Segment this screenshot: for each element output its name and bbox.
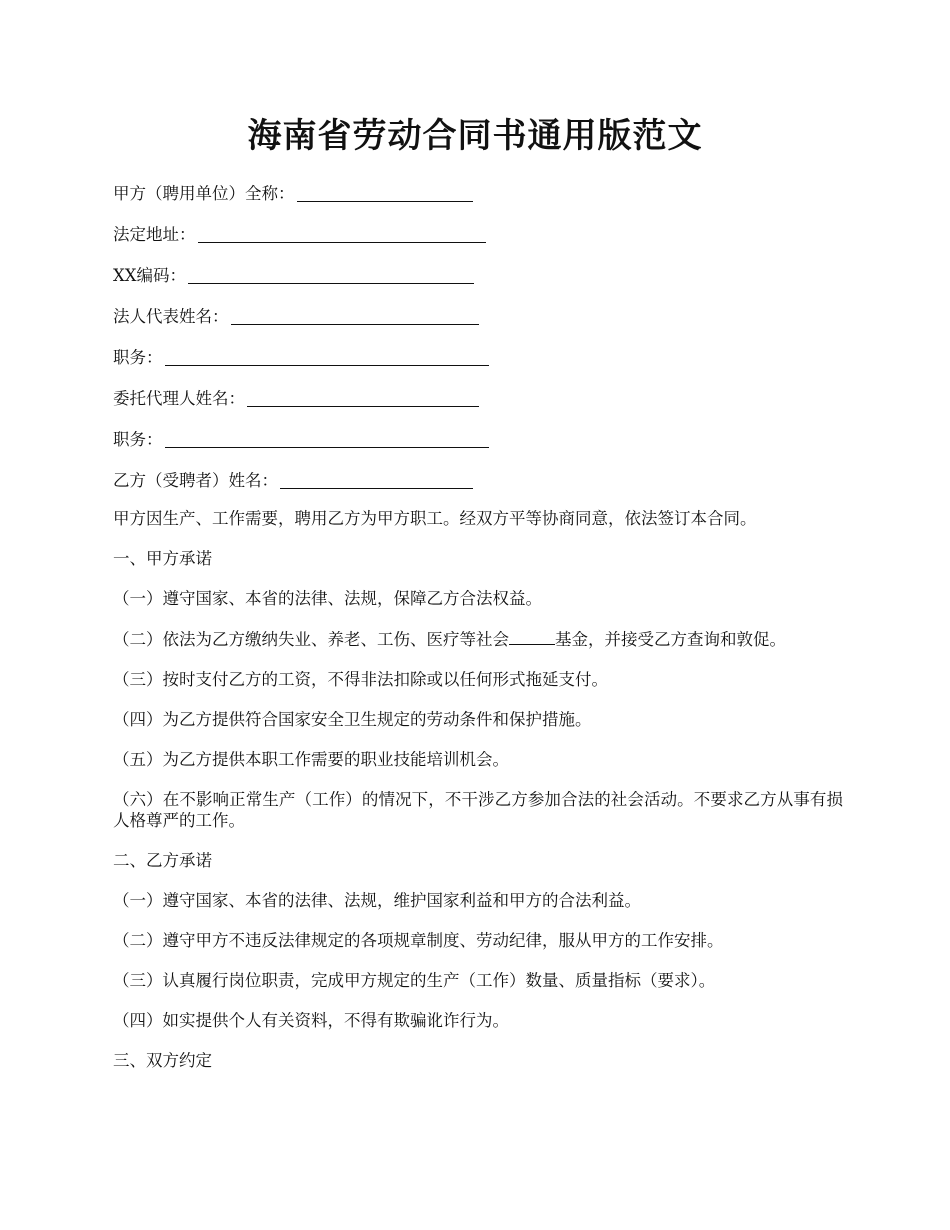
section-heading: 三、双方约定 (113, 1051, 212, 1070)
document-title: 海南省劳动合同书通用版范文 (247, 116, 703, 156)
field-label: XX编码： (113, 266, 186, 285)
field-party-b-name (113, 467, 843, 508)
field-label: 职务： (113, 430, 163, 449)
field-agent-name (113, 385, 843, 426)
field-label: 职务： (113, 348, 163, 367)
clause-paragraph: （三）认真履行岗位职责，完成甲方规定的生产（工作）数量、质量指标（要求）。 (113, 971, 716, 990)
party-info-fields (113, 180, 843, 508)
field-label: 乙方（受聘者）姓名： (113, 471, 278, 490)
clause-paragraph: （一）遵守国家、本省的法律、法规，维护国家利益和甲方的合法利益。 (113, 891, 641, 910)
clause-paragraph: （四）如实提供个人有关资料，不得有欺骗讹诈行为。 (113, 1011, 509, 1030)
clause-paragraph (113, 628, 843, 650)
field-party-a-name (113, 180, 843, 221)
field-label: 法定地址： (113, 225, 196, 244)
fill-in-line[interactable] (188, 262, 474, 284)
field-label: 甲方（聘用单位）全称： (113, 184, 295, 203)
fill-in-line[interactable] (165, 344, 489, 366)
intro-paragraph: 甲方因生产、工作需要，聘用乙方为甲方职工。经双方平等协商同意，依法签订本合同。 (113, 509, 757, 528)
fill-in-line[interactable] (231, 303, 479, 325)
section-heading: 一、甲方承诺 (113, 549, 212, 568)
fill-in-blank[interactable] (509, 628, 555, 645)
clause-paragraph: （六）在不影响正常生产（工作）的情况下，不干涉乙方参加合法的社会活动。不要求乙方从事有损人格尊严的工作。 (113, 790, 843, 830)
contract-body (113, 508, 843, 1090)
fill-in-line[interactable] (165, 426, 489, 448)
fill-in-line[interactable] (247, 385, 479, 407)
clause-paragraph: （五）为乙方提供本职工作需要的职业技能培训机会。 (113, 750, 509, 769)
fill-in-line[interactable] (297, 180, 473, 202)
field-position (113, 344, 843, 385)
clause-paragraph: （三）按时支付乙方的工资，不得非法扣除或以任何形式拖延支付。 (113, 670, 608, 689)
field-legal-address (113, 221, 843, 262)
field-label: 委托代理人姓名： (113, 389, 245, 408)
fill-in-line[interactable] (280, 467, 473, 489)
field-agent-position (113, 426, 843, 467)
clause-text: 基金，并接受乙方查询和敦促。 (555, 630, 786, 649)
clause-paragraph: （二）遵守甲方不违反法律规定的各项规章制度、劳动纪律，服从甲方的工作安排。 (113, 931, 724, 950)
clause-paragraph: （一）遵守国家、本省的法律、法规，保障乙方合法权益。 (113, 589, 542, 608)
field-legal-rep-name (113, 303, 843, 344)
clause-paragraph: （四）为乙方提供符合国家安全卫生规定的劳动条件和保护措施。 (113, 710, 592, 729)
field-label: 法人代表姓名： (113, 307, 229, 326)
clause-text: （二）依法为乙方缴纳失业、养老、工伤、医疗等社会 (113, 630, 509, 649)
fill-in-line[interactable] (198, 221, 486, 243)
field-xx-code (113, 262, 843, 303)
section-heading: 二、乙方承诺 (113, 851, 212, 870)
